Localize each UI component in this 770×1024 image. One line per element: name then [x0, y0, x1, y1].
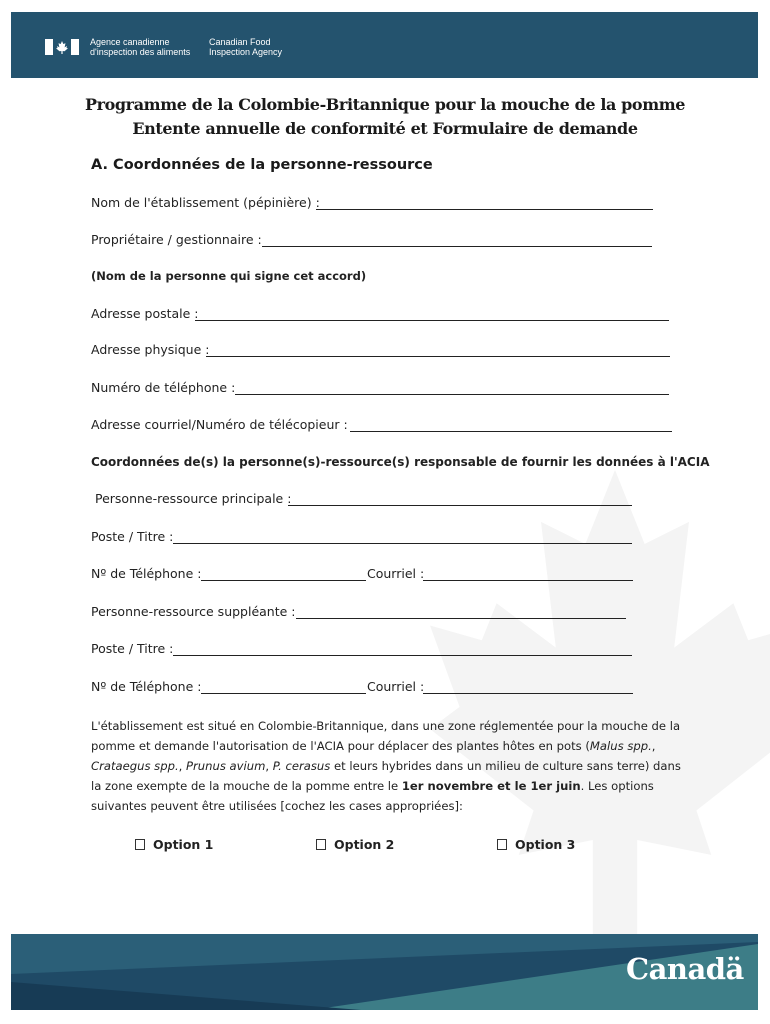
alternate-phone-label: Nº de Téléphone :	[91, 679, 202, 694]
primary-email-label: Courriel :	[367, 566, 425, 581]
establishment-label: Nom de l'établissement (pépinière) :	[91, 195, 320, 210]
phone-field[interactable]	[235, 394, 669, 395]
email-fax-label: Adresse courriel/Numéro de télécopieur :	[91, 417, 348, 432]
owner-note: (Nom de la personne qui signe cet accord)	[91, 269, 367, 283]
alternate-title-field[interactable]	[173, 655, 632, 656]
email-fax-field[interactable]	[350, 431, 672, 432]
maple-leaf-watermark	[430, 470, 770, 940]
section-a-heading: A. Coordonnées de la personne-ressource	[91, 157, 433, 173]
contacts-heading: Coordonnées de(s) la personne(s)-ressource(s) responsable de fournir les données à l'ACIA	[91, 455, 710, 469]
alternate-phone-field[interactable]	[201, 693, 366, 694]
checkbox-icon[interactable]	[497, 839, 507, 850]
primary-phone-field[interactable]	[201, 580, 366, 581]
checkbox-icon[interactable]	[135, 839, 145, 850]
primary-title-field[interactable]	[173, 543, 632, 544]
authorization-paragraph: L'établissement est situé en Colombie-Britannique, dans une zone réglementée pour la mouche de la pomme et demande l'autorisation de l'ACIA pour déplacer des plantes hôtes en pots (Malus spp., Crataegus spp., Prunus avium, P. cerasus et leurs hybrides dans un milieu de culture sans terre) dans la zone exempte de la mouche de la pomme entre le 1er novembre et le 1er juin. Les options suivantes peuvent être utilisées [cochez les cases appropriées]:	[91, 719, 681, 813]
establishment-field[interactable]	[316, 209, 653, 210]
alternate-title-label: Poste / Titre :	[91, 641, 174, 656]
document-title-line1: Programme de la Colombie-Britannique pour la mouche de la pomme	[84, 95, 686, 114]
primary-contact-field[interactable]	[288, 505, 632, 506]
owner-label: Propriétaire / gestionnaire :	[91, 232, 262, 247]
alternate-email-label: Courriel :	[367, 679, 425, 694]
alternate-contact-field[interactable]	[296, 618, 626, 619]
physical-address-label: Adresse physique :	[91, 342, 210, 357]
option-1-checkbox[interactable]: Option 1	[135, 837, 213, 852]
primary-email-field[interactable]	[423, 580, 633, 581]
checkbox-icon[interactable]	[316, 839, 326, 850]
option-3-checkbox[interactable]: Option 3	[497, 837, 575, 852]
physical-address-field[interactable]	[206, 356, 670, 357]
agency-name-fr: Agence canadienne d'inspection des aliments	[90, 37, 191, 57]
canada-wordmark: Canadä	[626, 952, 744, 986]
primary-contact-label: Personne-ressource principale :	[95, 491, 292, 506]
agency-header-banner	[11, 12, 758, 78]
document-title-line2: Entente annuelle de conformité et Formulaire de demande	[132, 119, 638, 138]
phone-label: Numéro de téléphone :	[91, 380, 236, 395]
alternate-contact-label: Personne-ressource suppléante :	[91, 604, 296, 619]
alternate-email-field[interactable]	[423, 693, 633, 694]
primary-title-label: Poste / Titre :	[91, 529, 174, 544]
owner-field[interactable]	[262, 246, 652, 247]
option-2-checkbox[interactable]: Option 2	[316, 837, 394, 852]
postal-address-label: Adresse postale :	[91, 306, 199, 321]
canada-flag-icon	[45, 39, 79, 55]
primary-phone-label: Nº de Téléphone :	[91, 566, 202, 581]
postal-address-field[interactable]	[195, 320, 669, 321]
agency-name-en: Canadian Food Inspection Agency	[209, 37, 283, 57]
